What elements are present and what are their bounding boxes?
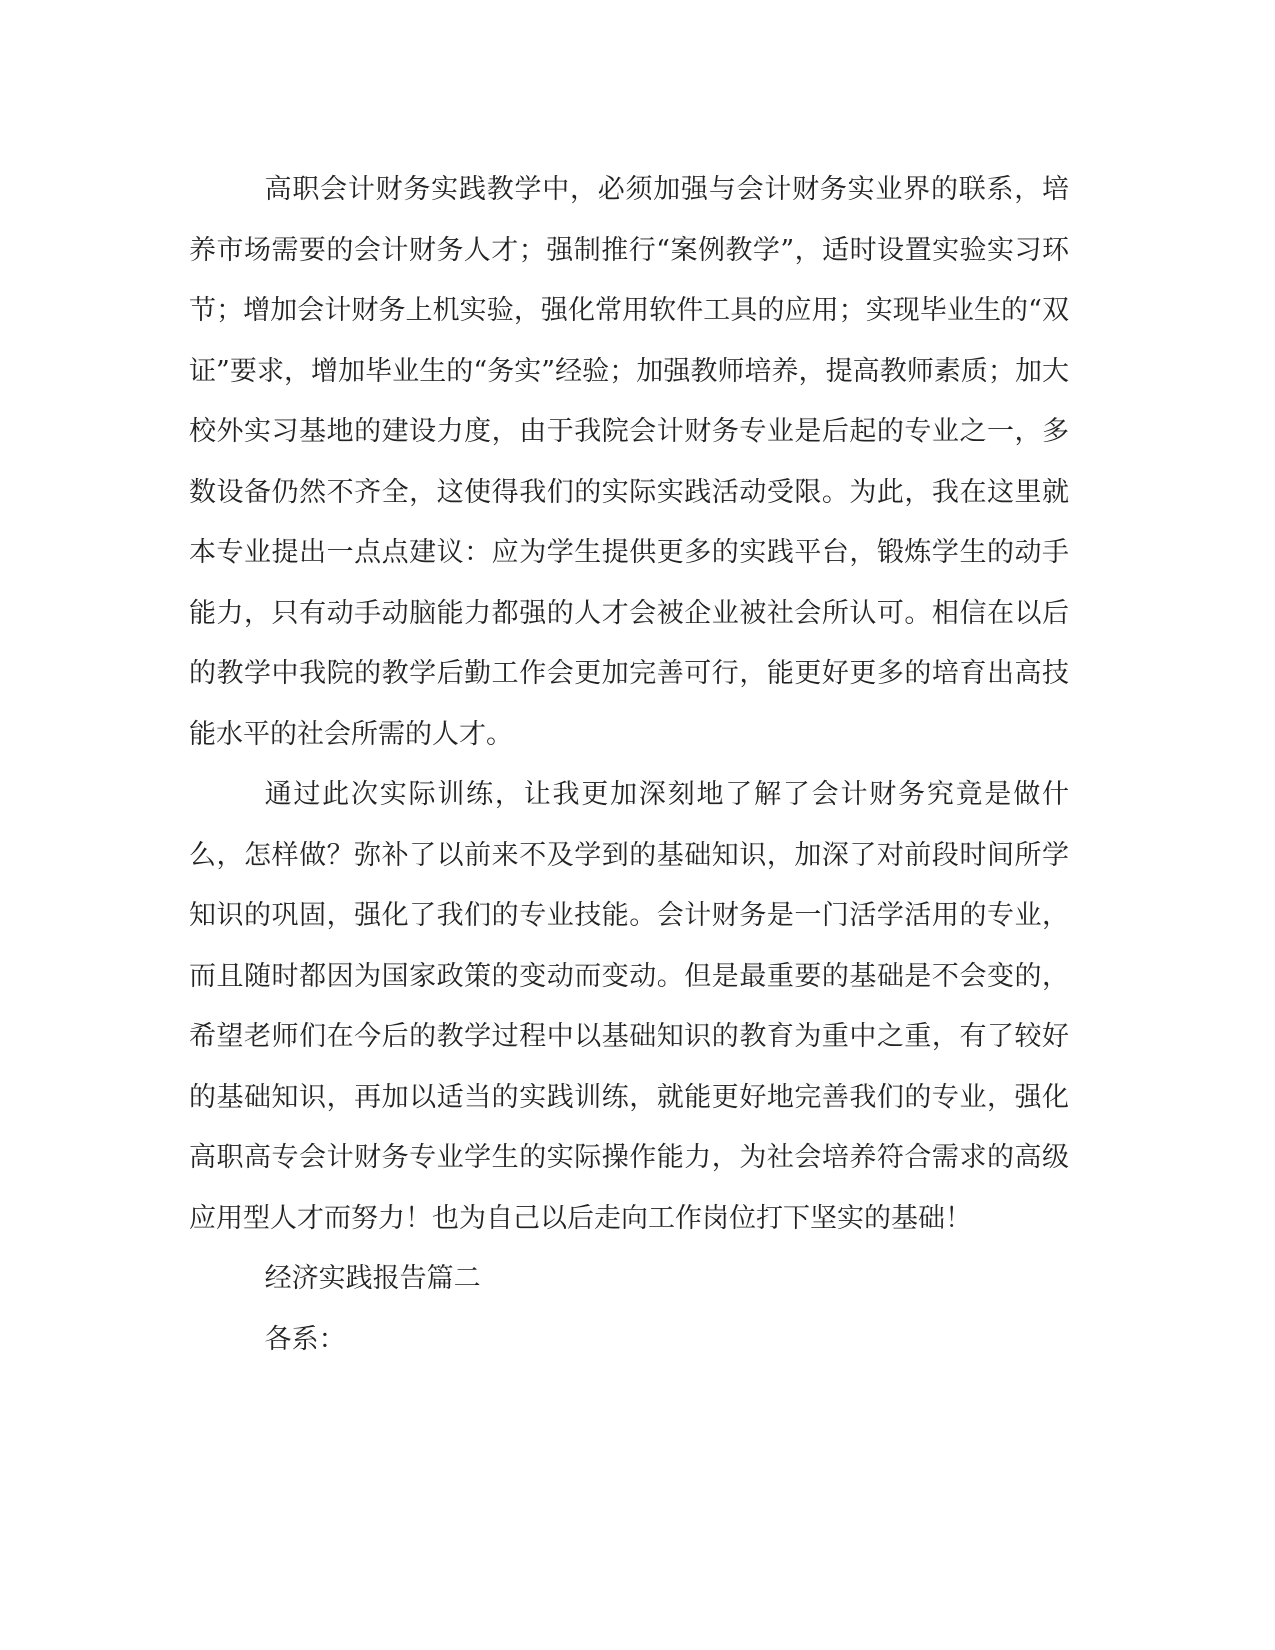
paragraph-teaching-suggestions: 高职会计财务实践教学中，必须加强与会计财务实业界的联系，培养市场需要的会计财务人才；强制推行“案例教学”，适时设置实验实习环节；增加会计财务上机实验，强化常用软件工具的应用；实现毕业生的“双证”要求，增加毕业生的“务实”经验；加强教师培养，提高教师素质；加大校外实习基地的建设力度，由于我院会计财务专业是后起的专业之一，多数设备仍然不齐全，这使得我们的实际实践活动受限。为此，我在这里就本专业提出一点点建议：应为学生提供更多的实践平台，锻炼学生的动手能力，只有动手动脑能力都强的人才会被企业被社会所认可。相信在以后的教学中我院的教学后勤工作会更加完善可行，能更好更多的培育出高技能水平的社会所需的人才。 xyxy=(189,174,1069,750)
section-title: 经济实践报告篇二 xyxy=(264,1263,481,1294)
document-body xyxy=(189,160,1069,1370)
paragraph-training-summary: 通过此次实际训练，让我更加深刻地了解了会计财务究竟是做什么，怎样做？弥补了以前来不及学到的基础知识，加深了对前段时间所学知识的巩固，强化了我们的专业技能。会计财务是一门活学活用的专业，而且随时都因为国家政策的变动而变动。但是最重要的基础是不会变的，希望老师们在今后的教学过程中以基础知识的教育为重中之重，有了较好的基础知识，再加以适当的实践训练，就能更好地完善我们的专业，强化高职高专会计财务专业学生的实际操作能力，为社会培养符合需求的高级应用型人才而努力！也为自己以后走向工作岗位打下坚实的基础！ xyxy=(189,779,1069,1234)
salutation: 各系： xyxy=(264,1323,346,1355)
